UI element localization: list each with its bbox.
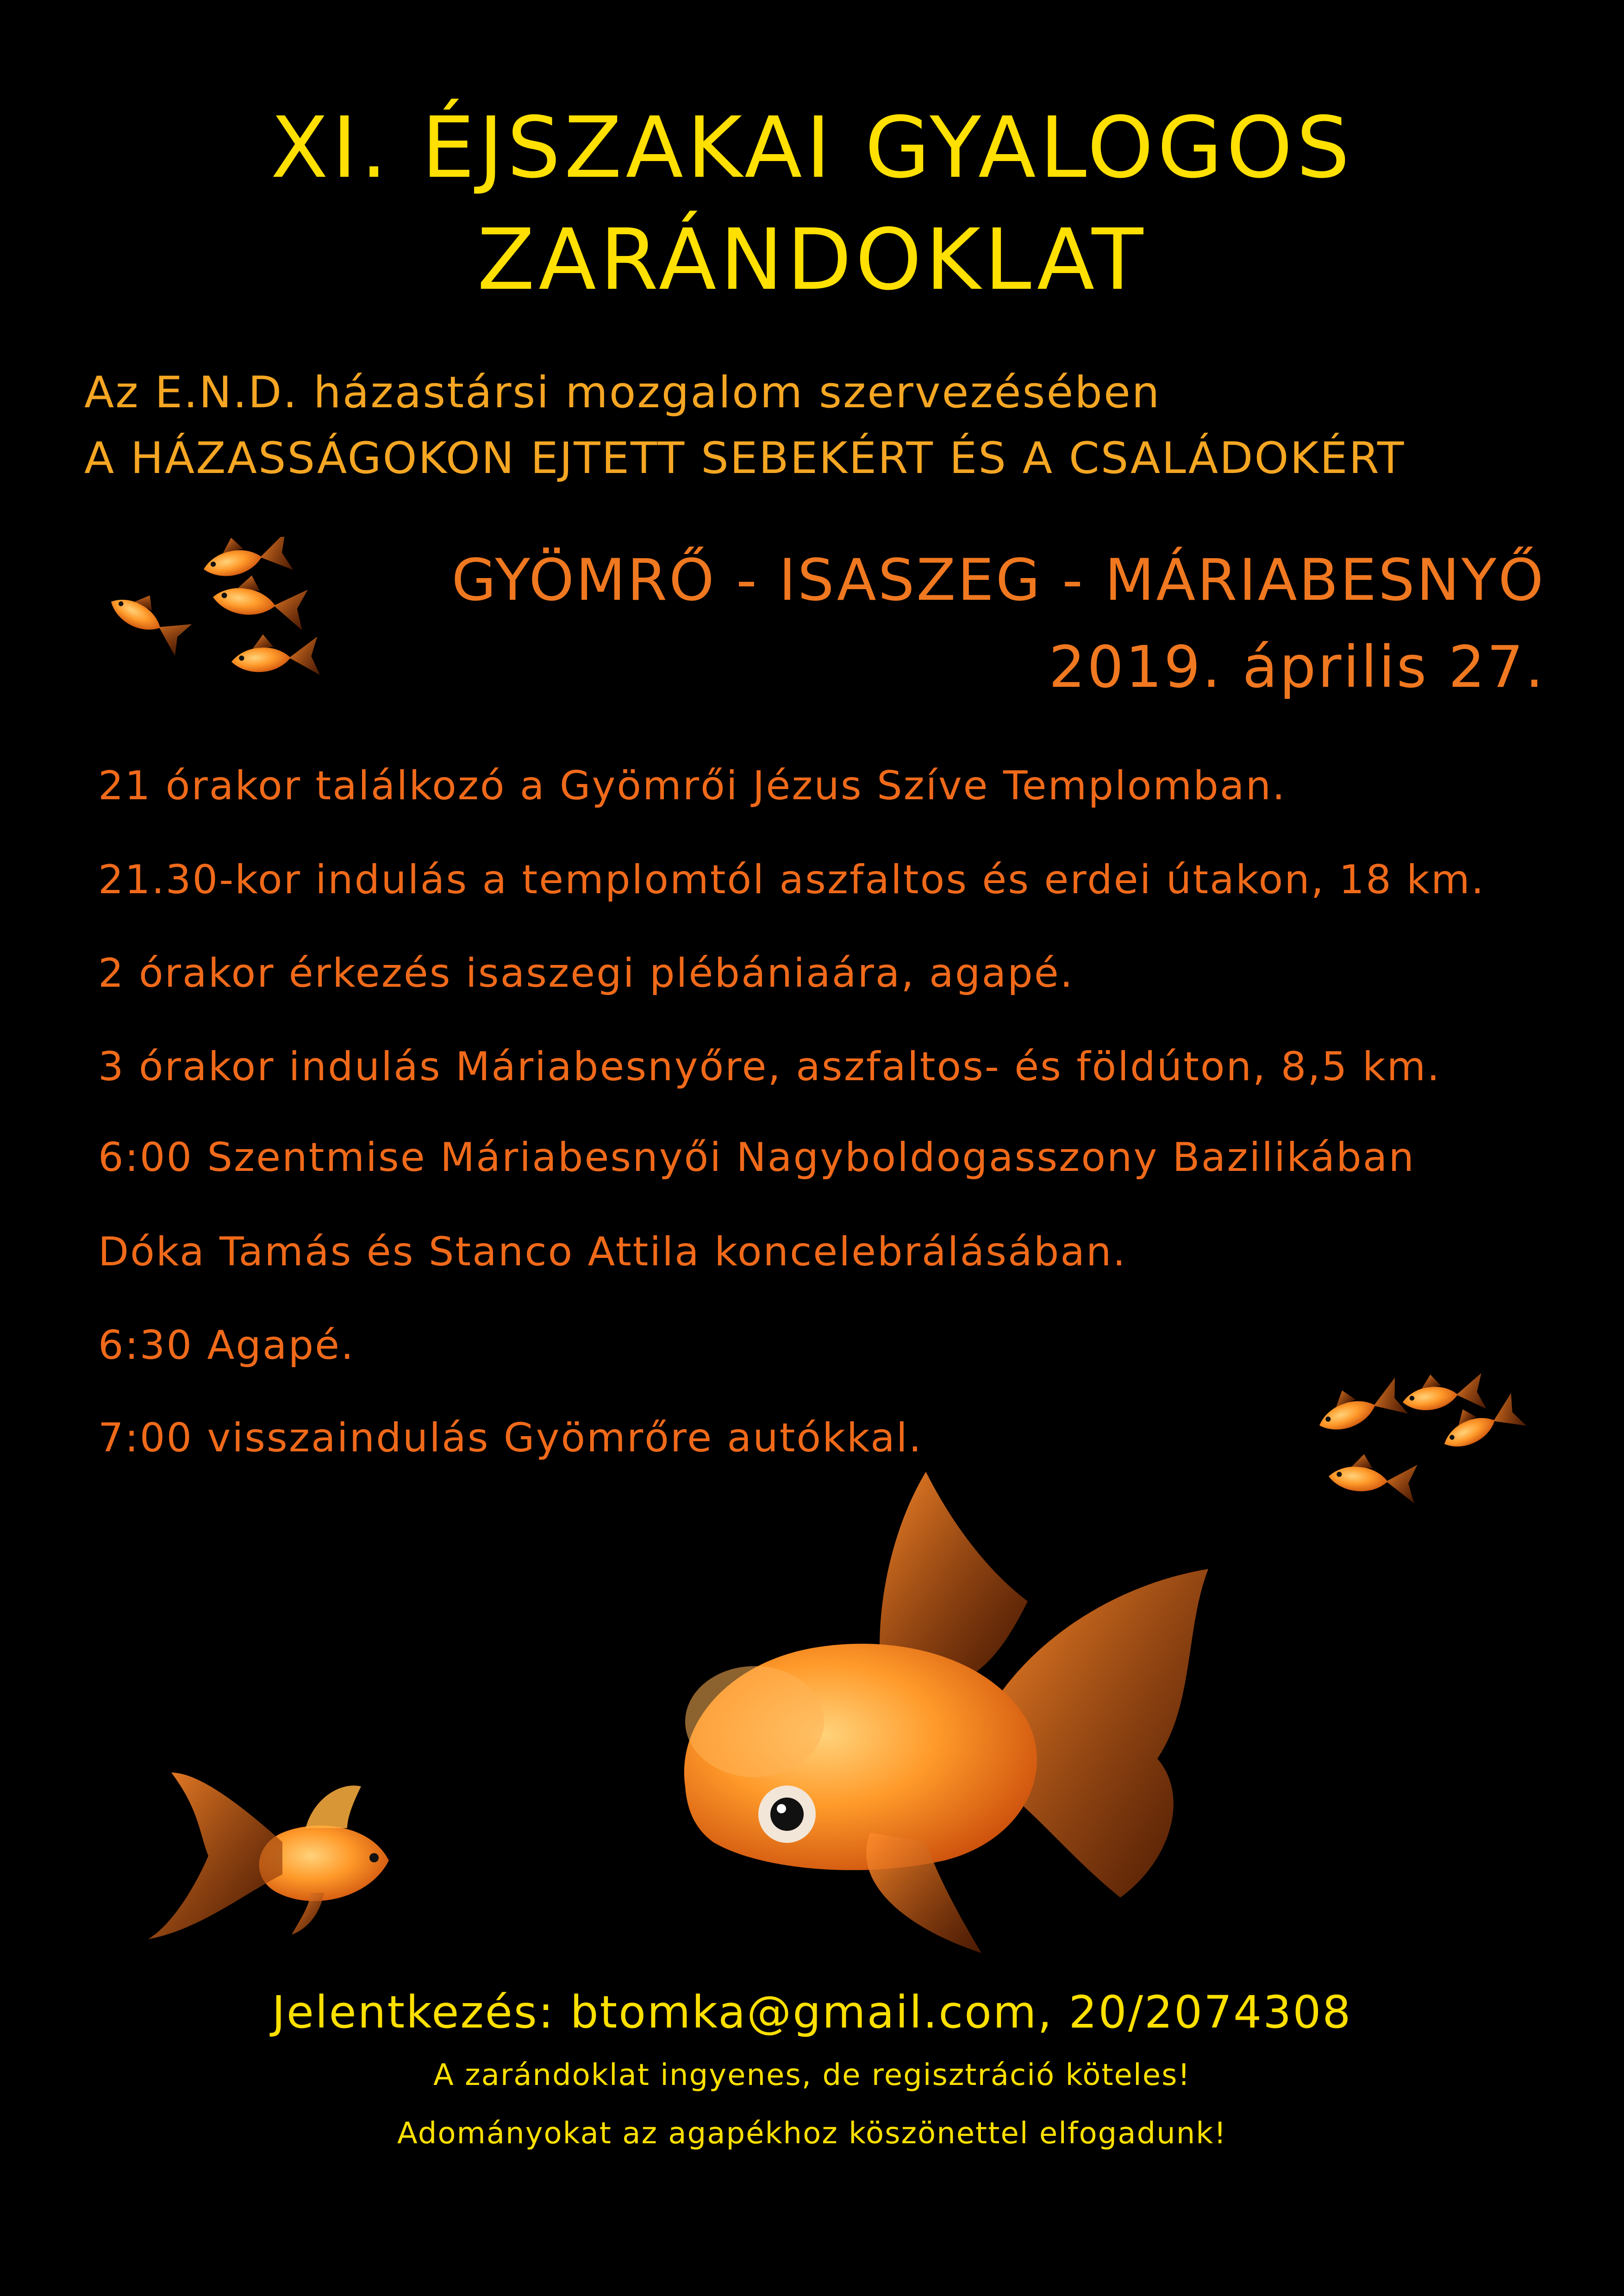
schedule-item: 6:00 Szentmise Máriabesnyői Nagyboldogasszony Bazilikában bbox=[98, 1134, 1415, 1181]
goldfish-icon bbox=[130, 1754, 417, 1948]
schedule-item: 21 órakor találkozó a Gyömrői Jézus Szíve Templomban. bbox=[98, 763, 1287, 809]
schedule-item: 3 órakor indulás Máriabesnyőre, aszfaltos- és földúton, 8,5 km. bbox=[98, 1044, 1441, 1090]
poster-title-line1: XI. ÉJSZAKAI GYALOGOS bbox=[270, 99, 1354, 197]
contact-info: Jelentkezés: btomka@gmail.com, 20/2074308 bbox=[272, 1986, 1352, 2038]
donation-note: Adományokat az agapékhoz köszönettel elfogadunk! bbox=[397, 2116, 1227, 2151]
schedule-item: 6:30 Agapé. bbox=[98, 1322, 355, 1369]
date-text: 2019. április 27. bbox=[1049, 634, 1545, 701]
intention-text: A HÁZASSÁGOKON EJTETT SEBEKÉRT ÉS A CSALÁDOKÉRT bbox=[84, 433, 1405, 484]
goldfish-school-icon bbox=[93, 537, 343, 703]
organizer-text: Az E.N.D. házastársi mozgalom szervezésében bbox=[84, 367, 1161, 418]
schedule-item: 7:00 visszaindulás Gyömrőre autókkal. bbox=[98, 1415, 923, 1461]
poster-title-line2: ZARÁNDOKLAT bbox=[477, 211, 1147, 309]
fantail-goldfish-icon bbox=[639, 1462, 1218, 1981]
registration-note: A zarándoklat ingyenes, de regisztráció köteles! bbox=[433, 2058, 1191, 2092]
schedule-item: 2 órakor érkezés isaszegi plébániaára, agapé. bbox=[98, 950, 1074, 996]
route-text: GYÖMRŐ - ISASZEG - MÁRIABESNYŐ bbox=[451, 547, 1545, 614]
schedule-item: 21.30-kor indulás a templomtól aszfaltos és erdei útakon, 18 km. bbox=[98, 857, 1486, 903]
schedule-item: Dóka Tamás és Stanco Attila koncelebrálásában. bbox=[98, 1229, 1127, 1275]
goldfish-school-icon bbox=[1292, 1370, 1542, 1537]
